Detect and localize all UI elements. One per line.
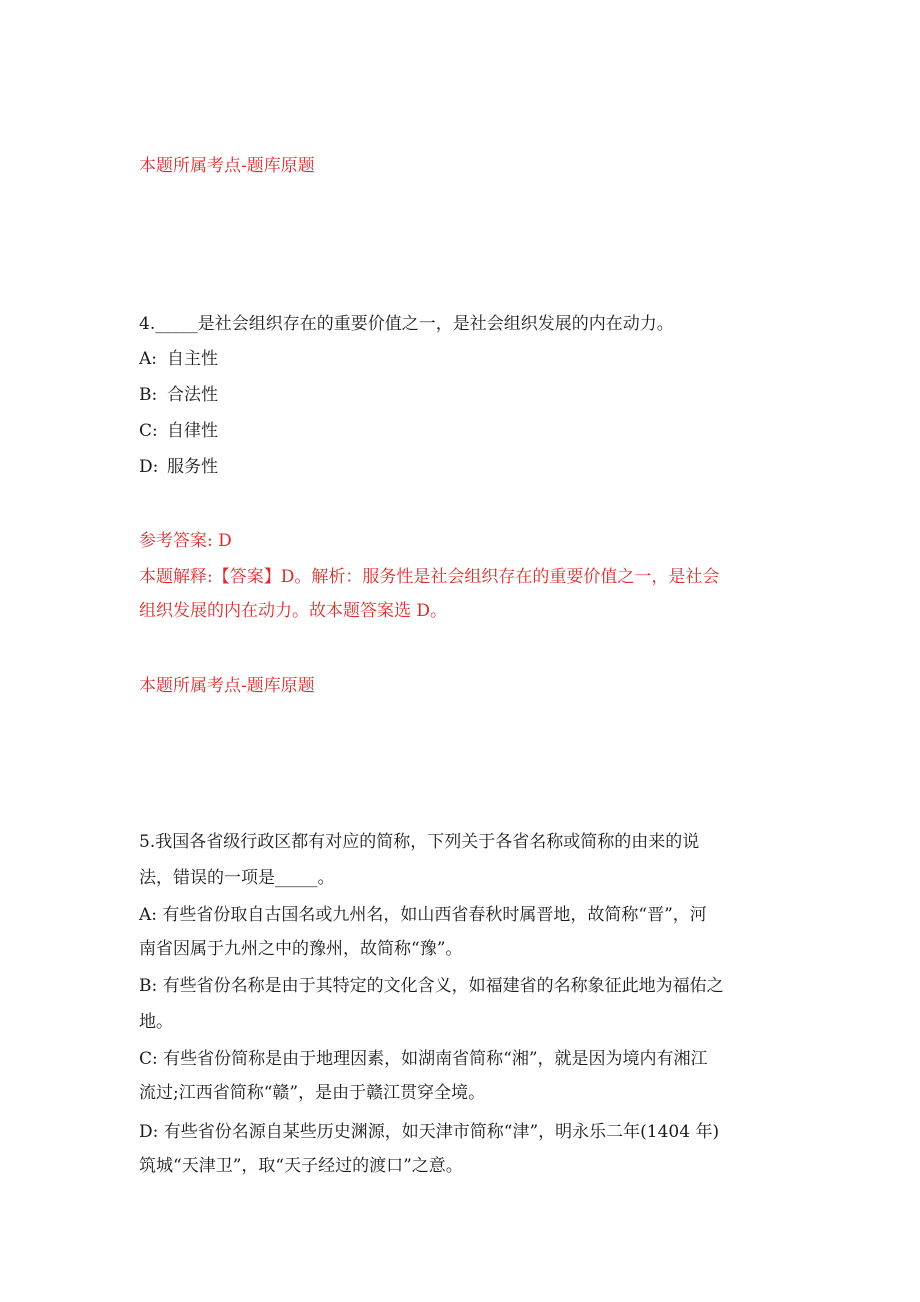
question-4-option-d xyxy=(139,456,218,478)
option-label: A: xyxy=(139,349,158,369)
question-4-option-a xyxy=(139,348,218,370)
option-text: 自主性 xyxy=(167,349,218,369)
question-5-option-b-line1: B: 有些省份名称是由于其特定的文化含义，如福建省的名称象征此地为福佑之 xyxy=(139,976,724,996)
question-4-option-c xyxy=(139,420,218,442)
question-5-option-c-line2: 流过;江西省简称“赣”，是由于赣江贯穿全境。 xyxy=(139,1083,486,1103)
question-5-option-d-line2: 筑城“天津卫”，取“天子经过的渡口”之意。 xyxy=(139,1156,463,1176)
question-4-explanation-line2: 组织发展的内在动力。故本题答案选 D。 xyxy=(139,601,448,621)
option-text: 自律性 xyxy=(167,421,218,441)
question-5-option-a-line2: 南省因属于九州之中的豫州，故简称“豫”。 xyxy=(139,939,463,959)
question-4-option-b xyxy=(139,384,218,406)
question-4-explanation-line1: 本题解释:【答案】D。解析：服务性是社会组织存在的重要价值之一，是社会 xyxy=(139,567,720,587)
option-label: D: xyxy=(139,457,159,477)
kaodian-note-top: 本题所属考点-题库原题 xyxy=(139,156,315,176)
question-4-answer: 参考答案: D xyxy=(139,531,232,551)
question-5-option-b-line2: 地。 xyxy=(139,1012,173,1032)
kaodian-note-q4: 本题所属考点-题库原题 xyxy=(139,676,315,696)
question-5-option-a-line1: A: 有些省份取自古国名或九州名，如山西省春秋时属晋地，故简称“晋”，河 xyxy=(139,905,707,925)
option-label: C: xyxy=(139,421,158,441)
option-text: 服务性 xyxy=(167,457,218,477)
option-label: B: xyxy=(139,385,158,405)
question-4-stem: 4._____是社会组织存在的重要价值之一，是社会组织发展的内在动力。 xyxy=(139,314,674,334)
question-5-option-d-line1: D: 有些省份名源自某些历史渊源，如天津市简称“津”，明永乐二年(1404 年) xyxy=(139,1122,720,1142)
option-text: 合法性 xyxy=(167,385,218,405)
question-5-stem-line2: 法，错误的一项是_____。 xyxy=(139,868,335,888)
question-5-stem-line1: 5.我国各省级行政区都有对应的简称，下列关于各省名称或简称的由来的说 xyxy=(139,832,700,852)
question-5-option-c-line1: C: 有些省份简称是由于地理因素，如湖南省简称“湘”，就是因为境内有湘江 xyxy=(139,1049,708,1069)
